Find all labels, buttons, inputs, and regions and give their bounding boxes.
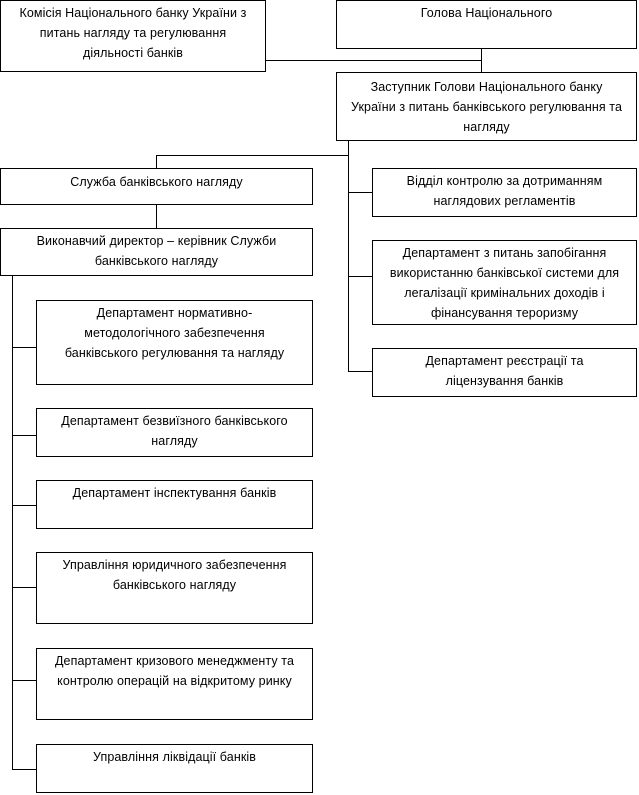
connector-control-dept	[348, 192, 373, 193]
connector-remote-supervision	[12, 435, 37, 436]
methodology-dept-box: Департамент нормативно-методологічного забезпечення банківського регулювання та нагляду	[36, 300, 313, 385]
connector-service-branch	[156, 155, 349, 156]
control-dept-box: Відділ контролю за дотриманням наглядових регламентів	[372, 168, 637, 217]
connector-methodology	[12, 347, 37, 348]
deputy-box: Заступник Голови Національного банку України з питань банківського регулювання та нагляду	[336, 72, 637, 141]
connector-crisis	[12, 680, 37, 681]
connector-legal	[12, 587, 37, 588]
connector-to-service	[156, 155, 157, 168]
connector-governor-deputy	[481, 48, 482, 72]
supervision-service-box: Служба банківського нагляду	[0, 168, 313, 205]
connector-liquidation	[12, 769, 37, 770]
connector-director-trunk	[12, 276, 13, 769]
aml-dept-box: Департамент з питань запобігання використанню банківської системи для легалізації кримінальних доходів і фінансування тероризму	[372, 240, 637, 325]
connector-service-director	[156, 204, 157, 228]
connector-registration-dept	[348, 371, 373, 372]
connector-commission-governor	[265, 60, 482, 61]
connector-deputy-trunk	[348, 140, 349, 372]
commission-box: Комісія Національного банку України з питань нагляду та регулювання діяльності банків	[0, 0, 266, 72]
legal-dept-box: Управління юридичного забезпечення банківського нагляду	[36, 552, 313, 624]
crisis-dept-box: Департамент кризового менеджменту та контролю операцій на відкритому ринку	[36, 648, 313, 720]
remote-supervision-dept-box: Департамент безвиїзного банківського нагляду	[36, 408, 313, 457]
connector-aml-dept	[348, 276, 373, 277]
registration-dept-box: Департамент реєстрації та ліцензування банків	[372, 348, 637, 397]
governor-box: Голова Національного	[336, 0, 637, 49]
connector-inspection	[12, 505, 37, 506]
inspection-dept-box: Департамент інспектування банків	[36, 480, 313, 529]
liquidation-dept-box: Управління ліквідації банків	[36, 744, 313, 793]
executive-director-box: Виконавчий директор – керівник Служби банківського нагляду	[0, 228, 313, 276]
